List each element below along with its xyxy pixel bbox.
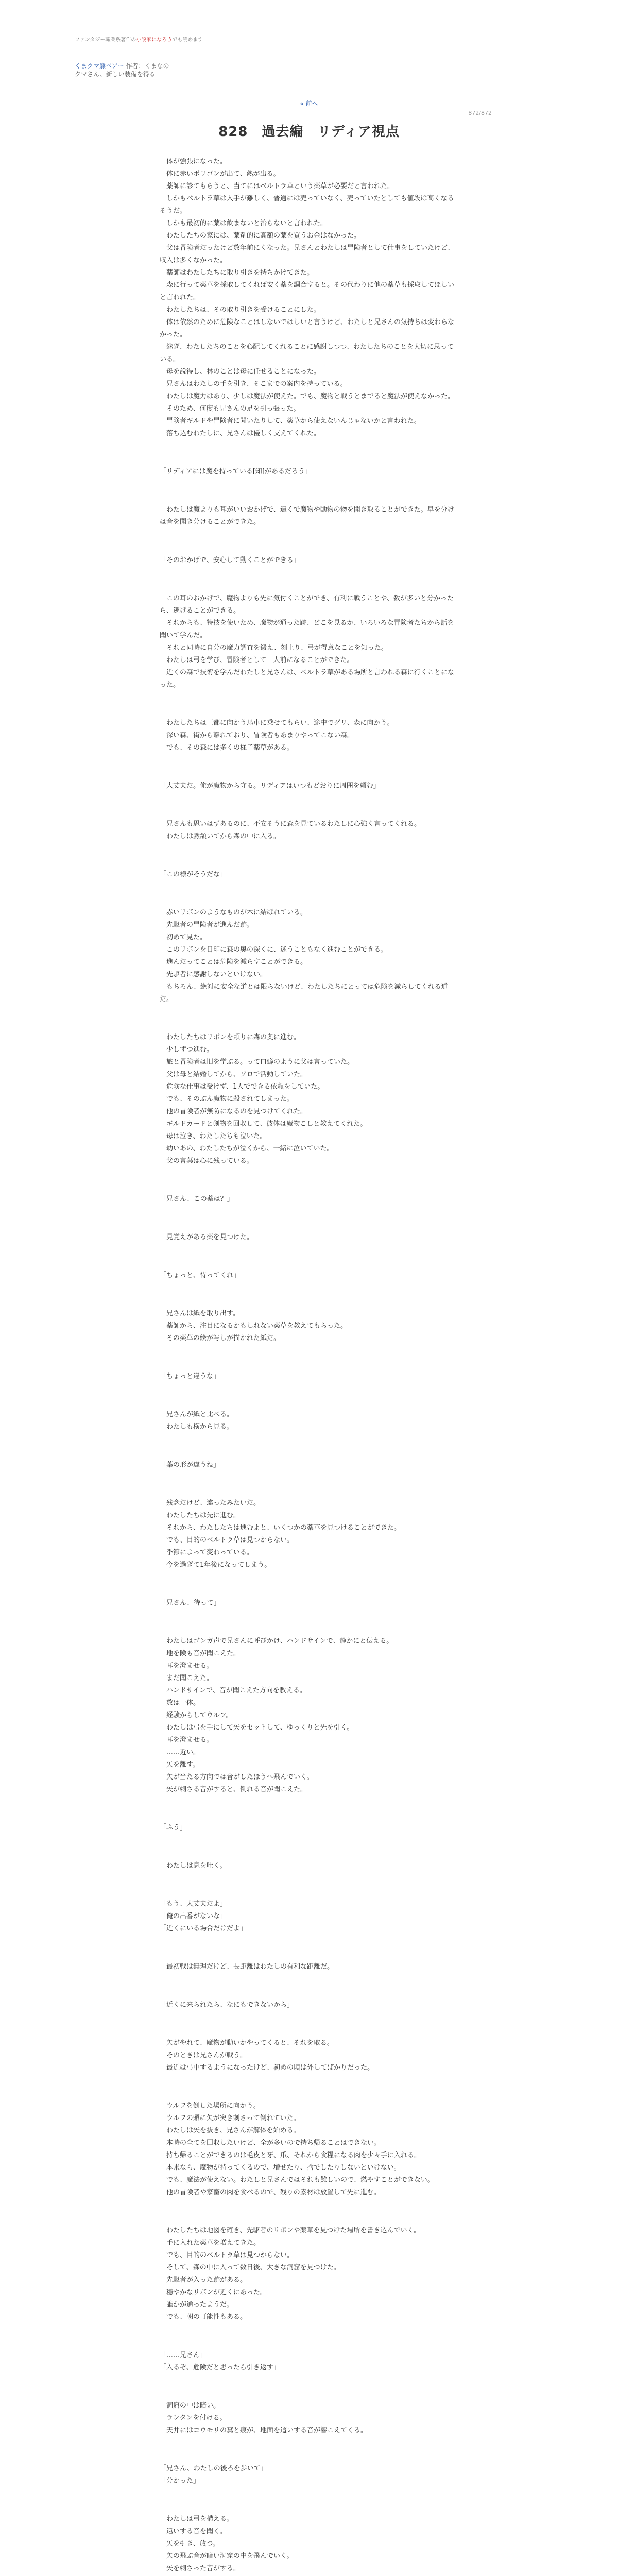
paragraph-spacer bbox=[160, 1478, 458, 1490]
body-paragraph: 「俺の出番がないな」 bbox=[160, 1912, 227, 1920]
body-paragraph: 季節によって変わっている。 bbox=[160, 1549, 253, 1556]
paragraph-spacer bbox=[160, 2206, 458, 2218]
paragraph-spacer bbox=[160, 1440, 458, 1452]
body-paragraph: 本来なら、魔物が持ってくるので、増せたり、捨でしたりしないといけない。 bbox=[160, 2164, 401, 2172]
body-paragraph: 父は冒険者だったけど数年前にくなった。兄さんとわたしは冒険者として仕事をしていたけど、収入は多くなかった。 bbox=[160, 244, 455, 264]
body-paragraph: 冒険者ギルドや冒険者に聞いたりして、薬草から使えないんじゃないかと言われた。 bbox=[160, 417, 421, 425]
body-paragraph: でも、目的のベルトラ草は見つからない。 bbox=[160, 2251, 294, 2259]
body-paragraph: 「葉の形が違うね」 bbox=[160, 1461, 220, 1469]
body-paragraph: ハンドサインで、音が聞こえた方向を教える。 bbox=[160, 1687, 306, 1694]
chapter-body bbox=[160, 156, 458, 2576]
paragraph-spacer bbox=[160, 1803, 458, 1815]
paragraph-spacer bbox=[160, 2494, 458, 2506]
body-paragraph: 「ちょっと、待ってくれ」 bbox=[160, 1272, 241, 1279]
paragraph-spacer bbox=[160, 2330, 458, 2343]
author-label: 作者：くまなの bbox=[126, 62, 169, 70]
paragraph-spacer bbox=[160, 1212, 458, 1225]
body-paragraph: 旅と冒険者は旧を学ぶる。って口癖のように父は言っていた。 bbox=[160, 1058, 354, 1066]
body-paragraph: 父は母と結婚してから、ソロで活動していた。 bbox=[160, 1071, 307, 1078]
body-paragraph: 幼いあの、わたしたちが泣くから、一緒に泣いていた。 bbox=[160, 1145, 334, 1153]
body-paragraph: そして、森の中に入って数日後、大きな洞窟を見つけた。 bbox=[160, 2264, 340, 2272]
paragraph-spacer bbox=[160, 761, 458, 773]
body-paragraph: この耳のおかげで、魔物よりも先に気付くことができ、有利に戦うことや、数が多いと分かったら、逃げることができる。 bbox=[160, 595, 454, 615]
body-paragraph: 穏やかなリボンが近くにあった。 bbox=[160, 2289, 267, 2296]
body-paragraph: 先駆者の冒険者が進んだ跡。 bbox=[160, 921, 254, 929]
paragraph-spacer bbox=[160, 1942, 458, 1954]
body-paragraph: 赤いリボンのようなものが木に結ばれている。 bbox=[160, 909, 307, 917]
body-paragraph: 兄さんも思いはずあるのに、不安そうに森を見ているわたしに心強く言ってくれる。 bbox=[160, 820, 421, 828]
body-paragraph: 他の冒険者や家畜の肉を食べるので、残りの素材は放置して先に進む。 bbox=[160, 2189, 381, 2196]
body-paragraph: 落ち込むわたしに、兄さんは優しく支えてくれた。 bbox=[160, 430, 321, 437]
paragraph-spacer bbox=[160, 2018, 458, 2030]
paragraph-spacer bbox=[160, 535, 458, 548]
body-paragraph: 洞窟の中は暗い。 bbox=[160, 2402, 220, 2410]
body-paragraph: わたしたちの家には、薬剤的に高額の薬を買うお金はなかった。 bbox=[160, 232, 361, 240]
paragraph-spacer bbox=[160, 1879, 458, 1891]
body-paragraph: わたしたちは王都に向かう馬車に乗せてもらい、途中でグリ、森に向かう。 bbox=[160, 719, 394, 727]
paragraph-spacer bbox=[160, 888, 458, 900]
paragraph-spacer bbox=[160, 2081, 458, 2093]
body-paragraph: 先駆者が入った跡がある。 bbox=[160, 2276, 247, 2284]
body-paragraph: 「もう、大丈夫だよ」 bbox=[160, 1900, 227, 1908]
body-paragraph: 兄さんが紙と比べる。 bbox=[160, 1411, 234, 1418]
body-paragraph: 他の冒険者が無防になるのを見つけてくれた。 bbox=[160, 1108, 307, 1115]
paragraph-spacer bbox=[160, 1389, 458, 1402]
body-paragraph: しかも最初的に薬は飲まないと治らないと言われた。 bbox=[160, 219, 328, 227]
body-paragraph: 少しずつ進む。 bbox=[160, 1046, 214, 1054]
body-paragraph: 矢の飛ぶ音が暗い洞窟の中を飛んでいく。 bbox=[160, 2552, 294, 2560]
body-paragraph: もちろん、絶対に安全な道とは限らないけど、わたしたちにとっては危険を減らしてくれる道だ。 bbox=[160, 983, 448, 1003]
paragraph-spacer bbox=[160, 1616, 458, 1629]
body-paragraph: わたしは魔よりも耳がいいおかげで、遠くで魔物や動物の物を聞き取ることができた。早を分けは音を聞き分けることができた。 bbox=[160, 506, 454, 526]
body-paragraph: ランタンを付ける。 bbox=[160, 2414, 227, 2422]
body-paragraph: わたしたちは、その取り引きを受けることにした。 bbox=[160, 306, 321, 314]
body-paragraph: 薬師はわたしたちに取り引きを持ちかけてきた。 bbox=[160, 269, 314, 277]
body-paragraph: 体が強張になった。 bbox=[160, 158, 227, 165]
paragraph-spacer bbox=[160, 698, 458, 710]
body-paragraph: 「近くに来られたら、なにもできないから」 bbox=[160, 2001, 294, 2009]
body-paragraph: それから、わたしたちは進むよと、いくつかの薬草を見つけることができた。 bbox=[160, 1524, 401, 1532]
body-paragraph: わたしは黙頷いてから森の中に入る。 bbox=[160, 833, 281, 840]
site-link[interactable]: 小説家になろう bbox=[136, 37, 173, 43]
body-paragraph: わたしは息を吐く。 bbox=[160, 1862, 227, 1870]
body-paragraph: 数は一体。 bbox=[160, 1699, 200, 1707]
body-paragraph: 母は泣き、わたしたちも泣いた。 bbox=[160, 1132, 267, 1140]
body-paragraph: 兄さんは紙を取り出す。 bbox=[160, 1310, 239, 1317]
body-paragraph: 経験からしてウルフ。 bbox=[160, 1711, 233, 1719]
body-paragraph: わたしたちは先に進む。 bbox=[160, 1512, 241, 1519]
body-paragraph: 持ち帰ることができるのは毛皮と牙、爪、それから食糧になる肉を少々手に入れる。 bbox=[160, 2151, 421, 2159]
body-paragraph: 「大丈夫だ。俺が魔物から守る。リディアはいつもどおりに周囲を頼む」 bbox=[160, 782, 380, 790]
body-paragraph: 進んだってことは危険を減らすことができる。 bbox=[160, 958, 307, 966]
body-paragraph: 「リディアには魔を持っている[知]があるだろう」 bbox=[160, 468, 312, 476]
body-paragraph: 母を説得し、林のことは母に任せることになった。 bbox=[160, 368, 321, 376]
body-paragraph: 深い森、街から離れており、冒険者もあまりやってこない森。 bbox=[160, 732, 354, 739]
series-line bbox=[75, 62, 618, 70]
body-paragraph: わたしは弓を手にして矢をセットして、ゆっくりと先を引く。 bbox=[160, 1724, 354, 1732]
body-paragraph: ウルフの頭に矢が突き刺さって倒れていた。 bbox=[160, 2114, 300, 2122]
body-paragraph: 最初戦は無理だけど、長距離はわたしの有利な距離だ。 bbox=[160, 1963, 334, 1971]
body-paragraph: 遠いする音を聞く。 bbox=[160, 2528, 227, 2535]
body-paragraph: 「兄さん、この薬は？」 bbox=[160, 1195, 234, 1203]
body-paragraph: わたしたちは地図を確き、先駆者のリボンや薬草を見つけた場所を書き込んでいく。 bbox=[160, 2227, 421, 2234]
body-paragraph: 今を過ぎて1年後になってしまう。 bbox=[160, 1561, 271, 1569]
page-counter: 872/872 bbox=[468, 110, 492, 116]
paragraph-spacer bbox=[160, 2444, 458, 2456]
pager-nav bbox=[0, 99, 618, 108]
body-paragraph: 矢がやれて、魔物が動いかやってくると、それを取る。 bbox=[160, 2039, 334, 2047]
body-paragraph: わたしも横から見る。 bbox=[160, 1423, 234, 1431]
body-paragraph: 矢が当たる方向では音がしたほうへ飛んでいく。 bbox=[160, 1773, 314, 1781]
site-header bbox=[0, 0, 618, 78]
site-info-prefix: ファンタジー職業系著作の bbox=[75, 37, 136, 43]
body-paragraph: 継ぎ、わたしたちのことを心配してくれることに感謝しつつ、わたしたちのことを大切に思っている。 bbox=[160, 343, 454, 363]
body-paragraph: 誰かが通ったようだ。 bbox=[160, 2301, 234, 2309]
body-paragraph: わたしはゴンガ声で兄さんに呼びかけ、ハンドサインで、静かにと伝える。 bbox=[160, 1637, 393, 1645]
body-paragraph: 矢を刺さった音がする。 bbox=[160, 2565, 241, 2572]
paragraph-spacer bbox=[160, 485, 458, 497]
body-paragraph: 「近くにいる場合だけだよ」 bbox=[160, 1925, 247, 1933]
body-paragraph: 見覚えがある薬を見つけた。 bbox=[160, 1233, 254, 1241]
chapter-title: 828 過去編 リディア視点 bbox=[218, 124, 400, 140]
body-paragraph: それと同時に自分の魔力調査を鍛え、刻上り、弓が得意なことを知った。 bbox=[160, 644, 388, 652]
body-paragraph: その薬草の絵が写しが描かれた紙だ。 bbox=[160, 1334, 281, 1342]
chapter-subtitle: クマさん、新しい装備を得る bbox=[75, 71, 156, 78]
body-paragraph: 近くの森で技術を学んだわたしと兄さんは、ベルトラ草がある場所と言われる森に行くことになった。 bbox=[160, 669, 455, 689]
body-paragraph: 危険な仕事は受けず、1人でできる依頼をしていた。 bbox=[160, 1083, 324, 1091]
body-paragraph: わたしたちはリボンを頼りに森の奥に進む。 bbox=[160, 1033, 301, 1041]
body-paragraph: 体に赤いポリゴンが出て、熱が出る。 bbox=[160, 170, 280, 178]
body-paragraph: わたしは弓を学び、冒険者として一人前になることができた。 bbox=[160, 656, 354, 664]
body-paragraph: 矢が刺さる音がすると、倒れる音が聞こえた。 bbox=[160, 1786, 307, 1793]
body-paragraph: 薬師から、注目になるかもしれない薬草を教えてもらった。 bbox=[160, 1322, 348, 1330]
paragraph-spacer bbox=[160, 1980, 458, 1992]
body-paragraph: でも、そのぶん魔物に殺されてしまった。 bbox=[160, 1095, 294, 1103]
body-paragraph: 「兄さん、待って」 bbox=[160, 1599, 220, 1607]
body-paragraph: わたしは矢を抜き、兄さんが解体を始める。 bbox=[160, 2127, 300, 2134]
body-paragraph: 最近は弓中するようになったけど、初めの頃は外してばかりだった。 bbox=[160, 2064, 374, 2072]
body-paragraph: 「入るぞ、危険だと思ったら引き返す」 bbox=[160, 2364, 280, 2371]
body-paragraph: 先駆者に感謝しないといけない。 bbox=[160, 971, 267, 978]
paragraph-spacer bbox=[160, 447, 458, 459]
site-info-line bbox=[75, 36, 618, 44]
body-paragraph: 薬師に診てもらうと、当てにはベルトラ草という薬草が必要だと言われた。 bbox=[160, 182, 394, 190]
body-paragraph: ギルドカードと剣物を回収して、彼体は魔物こしと教えてくれた。 bbox=[160, 1120, 367, 1128]
body-paragraph: 「……兄さん」 bbox=[160, 2351, 207, 2359]
body-paragraph: でも、その森には多くの様子薬草がある。 bbox=[160, 744, 294, 752]
body-paragraph: わたしは弓を構える。 bbox=[160, 2515, 234, 2523]
body-paragraph: このリボンを目印に森の奥の深くに、迷うこともなく進むことができる。 bbox=[160, 946, 388, 954]
body-paragraph: 「この様がそうだな」 bbox=[160, 871, 227, 878]
paragraph-spacer bbox=[160, 1250, 458, 1263]
body-paragraph: 体は依然のために危険なことはしないではしいと言うけど、わたしと兄さんの気持ちは変わらなかった。 bbox=[160, 318, 455, 338]
paragraph-spacer bbox=[160, 1289, 458, 1301]
body-paragraph: 本時の全てを回収したいけど、全が多いので持ち帰ることはできない。 bbox=[160, 2139, 381, 2147]
paragraph-spacer bbox=[160, 1351, 458, 1364]
body-paragraph: 兄さんはわたしの手を引き、そこまでの案内を持っている。 bbox=[160, 380, 347, 388]
body-paragraph: 矢を離す。 bbox=[160, 1761, 199, 1769]
series-title-link[interactable]: くまクマ熊ベアー bbox=[75, 62, 124, 70]
body-paragraph: 「ちょっと違うな」 bbox=[160, 1372, 220, 1380]
body-paragraph: ウルフを倒した場所に向かう。 bbox=[160, 2102, 260, 2110]
body-paragraph: 「兄さん、わたしの後ろを歩いて」 bbox=[160, 2465, 267, 2472]
body-paragraph: 地を険も音が聞こえた。 bbox=[160, 1650, 241, 1657]
body-paragraph: 天井にはコウモリの糞と痕が、地面を這いする音が響こえてくる。 bbox=[160, 2427, 368, 2434]
paragraph-spacer bbox=[160, 1841, 458, 1853]
body-paragraph: でも、目的のベルトラ草は見つからない。 bbox=[160, 1536, 294, 1544]
body-paragraph: 父の言葉は心に残っている。 bbox=[160, 1157, 254, 1165]
body-paragraph: でも、魔法が使えない。わたしと兄さんではそれも難しいので、燃やすことができない。 bbox=[160, 2176, 434, 2184]
body-paragraph: でも、朝の可能性もある。 bbox=[160, 2313, 247, 2321]
body-paragraph: 森に行って薬草を採取してくれば安く薬を調合すると。その代わりに他の薬草も採取してほしいと言われた。 bbox=[160, 281, 455, 301]
body-paragraph: わたしは魔力はあり、少しは魔法が使えた。でも、魔物と戦うとまでると魔法が使えなかった。 bbox=[160, 393, 455, 400]
site-info-suffix: でも読めます bbox=[172, 37, 203, 43]
body-paragraph: 「分かった」 bbox=[160, 2477, 200, 2485]
body-paragraph: 「そのおかげで、安心して動くことができる」 bbox=[160, 556, 300, 564]
body-paragraph: 初めて見た。 bbox=[160, 934, 207, 941]
paragraph-spacer bbox=[160, 573, 458, 586]
body-paragraph: 手に入れた薬草を増えてきた。 bbox=[160, 2239, 261, 2247]
body-paragraph: そのため、何度も兄さんの足を引っ張った。 bbox=[160, 405, 300, 413]
body-paragraph: 耳を澄ませる。 bbox=[160, 1736, 214, 1744]
body-paragraph: まだ聞こえた。 bbox=[160, 1674, 214, 1682]
body-paragraph: そのときは兄さんが戦う。 bbox=[160, 2052, 247, 2059]
body-paragraph: しかもベルトラ草は入手が難しく、普通には売っていなく、売っていたとしても値段は高くなるそうだ。 bbox=[160, 195, 454, 215]
prev-page-link[interactable]: « 前へ bbox=[300, 100, 318, 107]
paragraph-spacer bbox=[160, 2381, 458, 2393]
paragraph-spacer bbox=[160, 850, 458, 862]
body-paragraph: 耳を澄ませる。 bbox=[160, 1662, 214, 1670]
body-paragraph: それからも、特技を使いため、魔物が通った跡、どこを見るか、いろいろな冒険者たちから話を聞いて学んだ。 bbox=[160, 619, 454, 639]
body-paragraph: ……近い。 bbox=[160, 1749, 200, 1756]
paragraph-spacer bbox=[160, 799, 458, 811]
paragraph-spacer bbox=[160, 1578, 458, 1590]
body-paragraph: 「ふう」 bbox=[160, 1824, 187, 1832]
body-paragraph: 残念だけど、違ったみたいだ。 bbox=[160, 1499, 261, 1507]
paragraph-spacer bbox=[160, 1174, 458, 1187]
paragraph-spacer bbox=[160, 1012, 458, 1025]
body-paragraph: 矢を引き、放つ。 bbox=[160, 2540, 219, 2548]
